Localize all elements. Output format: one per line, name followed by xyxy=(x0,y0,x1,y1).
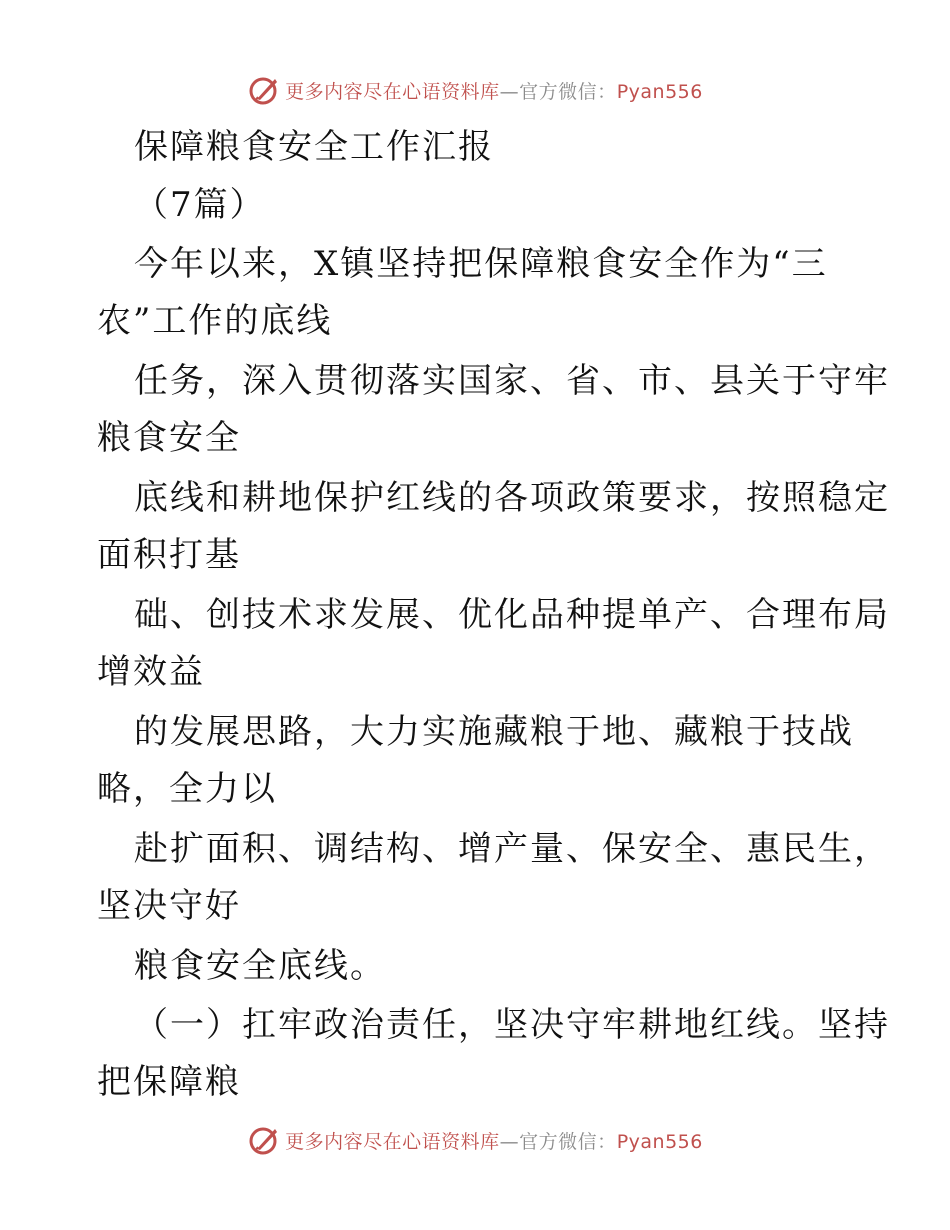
footer-watermark xyxy=(0,1120,950,1160)
paragraph-line: 把保障粮 xyxy=(97,1062,241,1102)
quill-logo-icon xyxy=(247,73,281,107)
paragraph-line: 础、创技术求发展、优化品种提单产、合理布局 xyxy=(134,595,890,635)
paragraph-line: 今年以来，X镇坚持把保障粮食安全作为“三 xyxy=(134,244,828,284)
paragraph-line: 的发展思路，大力实施藏粮于地、藏粮于技战 xyxy=(134,712,854,752)
quill-logo-icon xyxy=(247,1123,281,1157)
watermark-account: Pyan556 xyxy=(616,80,703,103)
paragraph-line: 底线和耕地保护红线的各项政策要求，按照稳定 xyxy=(134,478,890,518)
watermark-text xyxy=(285,77,703,104)
paragraph-line: 粮食安全 xyxy=(97,418,241,458)
header-watermark xyxy=(0,70,950,110)
paragraph-line: 粮食安全底线。 xyxy=(134,946,386,986)
watermark-brand: 更多内容尽在心语资料库 xyxy=(285,80,500,103)
watermark-dash: — xyxy=(499,1130,520,1153)
watermark-official: 官方微信： xyxy=(519,1130,617,1153)
watermark-text xyxy=(285,1127,703,1154)
document-title: 保障粮食安全工作汇报 xyxy=(134,127,494,167)
watermark-account: Pyan556 xyxy=(616,1130,703,1153)
section-heading-line: （一）扛牢政治责任，坚决守牢耕地红线。坚持 xyxy=(134,1005,890,1045)
paragraph-line: 任务，深入贯彻落实国家、省、市、县关于守牢 xyxy=(134,361,890,401)
paragraph-line: 农”工作的底线 xyxy=(97,301,333,341)
paragraph-line: 赴扩面积、调结构、增产量、保安全、惠民生， xyxy=(134,829,890,869)
document-subtitle: （7篇） xyxy=(134,185,266,225)
paragraph-line: 增效益 xyxy=(97,652,205,692)
watermark-official: 官方微信： xyxy=(519,80,617,103)
watermark-brand: 更多内容尽在心语资料库 xyxy=(285,1130,500,1153)
paragraph-line: 略，全力以 xyxy=(97,769,277,809)
paragraph-line: 坚决守好 xyxy=(97,886,241,926)
paragraph-line: 面积打基 xyxy=(97,535,241,575)
watermark-dash: — xyxy=(499,80,520,103)
